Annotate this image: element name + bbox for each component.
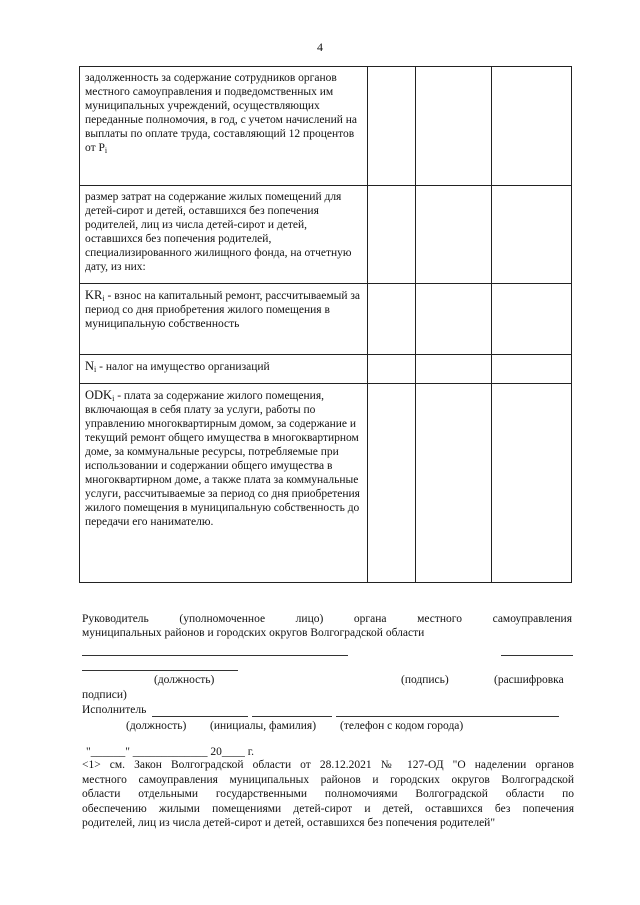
table-row bbox=[80, 67, 572, 186]
exec-label-phone: (телефон с кодом города) bbox=[340, 720, 464, 732]
value-cell bbox=[368, 186, 416, 284]
footnote-line: обеспечению жилыми помещениями детей-сирот и детей, оставшихся без попечения bbox=[82, 802, 574, 815]
value-cell bbox=[368, 67, 416, 186]
signature-heading-line1: Руководитель (уполномоченное лицо) органа местного самоуправления bbox=[82, 613, 572, 625]
value-cell bbox=[416, 186, 492, 284]
value-cell bbox=[368, 355, 416, 384]
value-cell bbox=[492, 384, 572, 583]
position-line bbox=[82, 655, 348, 656]
executor-initials-line bbox=[252, 716, 332, 717]
table-row bbox=[80, 186, 572, 284]
signature-heading bbox=[82, 612, 572, 640]
label-position: (должность) bbox=[154, 674, 215, 686]
value-cell bbox=[492, 284, 572, 355]
table-row bbox=[80, 284, 572, 355]
date-line: "______" _____________ 20____ г. bbox=[86, 746, 255, 758]
value-cell bbox=[492, 67, 572, 186]
value-cell bbox=[368, 284, 416, 355]
row-description: $ODK_i$ - плата за содержание жилого помещения, включающая в себя плату за услуги, работы по управлению многоквартирным домом, за содержание и текущий ремонт общего имущества в многоквартирном доме, за коммунальные ресурсы, потребляемые при использовании и содержании общего имущества в многоквартирном доме, а также плата за коммунальные услуги, рассчитываемые за период со дня приобретения жилого помещения в муниципальную собственность до передачи его нанимателю. bbox=[80, 384, 368, 583]
value-cell bbox=[416, 284, 492, 355]
label-decode: (расшифровка bbox=[494, 674, 564, 686]
executor-phone-line bbox=[336, 716, 559, 717]
exec-label-position: (должность) bbox=[126, 720, 187, 732]
position-line-2 bbox=[82, 670, 238, 671]
decode-line bbox=[501, 655, 573, 656]
value-cell bbox=[492, 355, 572, 384]
footnote-line: <1> см. Закон Волгоградской области от 28.12.2021 № 127-ОД "О наделении органов bbox=[82, 759, 574, 771]
row-description: размер затрат на содержание жилых помещений для детей-сирот и детей, оставшихся без попечения родителей, лиц из числа детей-сирот и детей, оставшихся без попечения родителей, специализированного жилищного фонда, на отчетную дату, из них: bbox=[80, 186, 368, 284]
footnote bbox=[82, 758, 574, 831]
page-number: 4 bbox=[317, 40, 323, 54]
label-decode-cont: подписи) bbox=[82, 689, 127, 701]
exec-label-initials: (инициалы, фамилия) bbox=[210, 720, 317, 732]
executor-label: Исполнитель bbox=[82, 704, 147, 716]
footnote-line: области отдельными государственными полномочиями Волгоградской области по bbox=[82, 788, 574, 800]
value-cell bbox=[416, 67, 492, 186]
row-description: задолженность за содержание сотрудников органов местного самоуправления и подведомственных им муниципальных учреждений, осуществляющих переданные полномочия, в год, с учетом начислений на выплаты по оплате труда, составляющий 12 процентов от $P_i$ bbox=[80, 67, 368, 186]
signature-heading-line2: муниципальных районов и городских округов Волгоградской области bbox=[82, 627, 425, 639]
value-cell bbox=[416, 355, 492, 384]
executor-position-line bbox=[152, 716, 248, 717]
row-description: $KR_i$ - взнос на капитальный ремонт, рассчитываемый за период со дня приобретения жилого помещения в муниципальную собственность bbox=[80, 284, 368, 355]
footnote-line: местного самоуправления муниципальных районов и городских округов Волгоградской bbox=[82, 773, 574, 786]
value-cell bbox=[368, 384, 416, 583]
table-row bbox=[80, 384, 572, 583]
footnote-line: родителей, лиц из числа детей-сирот и детей, оставшихся без попечения родителей" bbox=[82, 817, 496, 829]
report-table bbox=[79, 66, 572, 583]
table-row bbox=[80, 355, 572, 384]
label-signature: (подпись) bbox=[401, 674, 449, 686]
row-description: $N_i$ - налог на имущество организаций bbox=[80, 355, 368, 384]
value-cell bbox=[416, 384, 492, 583]
value-cell bbox=[492, 186, 572, 284]
